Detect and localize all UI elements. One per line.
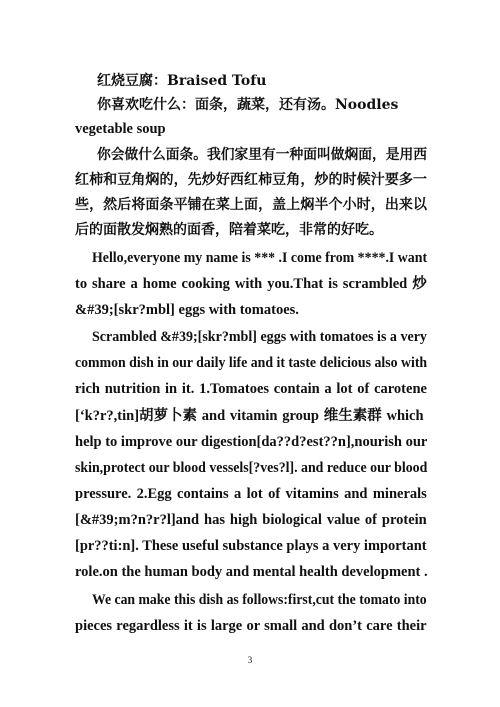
text-line: 红柿和豆角焖的，先炒好西红柿豆角，炒的时候汁要多一: [75, 172, 428, 188]
text-line: Scrambled &#39;[skr?mbl] eggs with tomatoes is a very: [92, 329, 427, 345]
text-line: We can make this dish as follows:first,cut the tomato into: [92, 592, 427, 608]
text-line: vegetable soup: [75, 121, 166, 137]
text-line: &#39;[skr?mbl] eggs with tomatoes.: [75, 302, 299, 318]
text-line: Hello,everyone my name is *** .I come from ****.I want: [92, 250, 428, 266]
page-number: 3: [247, 655, 253, 665]
text-line: [‘k?r?,tin]胡萝卜素 and vitamin group 维生素群 which: [75, 408, 424, 424]
text-line: 后的面散发焖熟的面香，陪着菜吃，非常的好吃。: [75, 222, 383, 238]
text-line: [pr??ti:n]. These useful substance plays a very important: [75, 538, 427, 554]
text-line: pieces regardless it is large or small and don’t care their: [75, 618, 427, 634]
text-line: to share a home cooking with you.That is scrambled 炒: [75, 276, 427, 292]
text-line: role.on the human body and mental health development .: [75, 564, 428, 580]
text-line: 红烧豆腐：Braised Tofu: [97, 73, 267, 89]
text-line: [&#39;m?n?r?l]and has high biological value of protein: [75, 512, 427, 528]
text-line: common dish in our daily life and it taste delicious also with: [75, 355, 428, 371]
text-line: pressure. 2.Egg contains a lot of vitamins and minerals: [75, 486, 427, 502]
text-line: 些，然后将面条平铺在菜上面，盖上焖半个小时，出来以: [75, 197, 428, 213]
text-line: skin,protect our blood vessels[?ves?l]. and reduce our blood: [75, 460, 428, 476]
text-line: rich nutrition in it. 1.Tomatoes contain a lot of carotene: [75, 381, 427, 397]
text-line: help to improve our digestion[da??d?est??n],nourish our: [75, 434, 428, 450]
text-line: 你会做什么面条。我们家里有一种面叫做焖面，是用西: [97, 147, 427, 163]
text-line: 你喜欢吃什么：面条，蔬菜，还有汤。Noodles: [97, 97, 399, 113]
